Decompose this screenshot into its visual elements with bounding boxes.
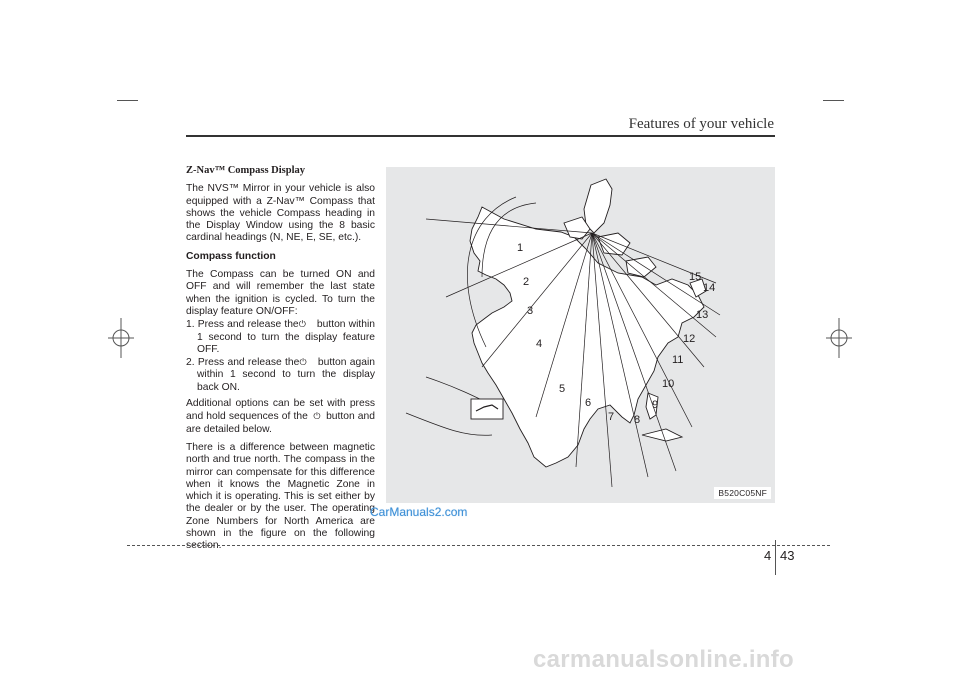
zone-5: 5 (559, 383, 566, 395)
zone-12: 12 (683, 333, 696, 345)
zone-3: 3 (527, 305, 534, 317)
zone-11: 11 (672, 354, 684, 366)
intro-paragraph: The NVS™ Mirror in your vehicle is also equipped with a Z-Nav™ Compass that shows the vehicle Compass heading in the Display Window using the 8 basic cardinal headings (N, NE, E, SE, etc.). (186, 183, 375, 244)
footer-dashed-rule (127, 545, 830, 546)
steps-list (186, 318, 375, 394)
zone-8: 8 (634, 414, 641, 426)
function-paragraph: The Compass can be turned ON and OFF and will remember the last state when the ignition is cycled. To turn the display feature ON/OFF: (186, 269, 375, 317)
zone-4: 4 (536, 338, 543, 350)
figure-code: B520C05NF (714, 487, 771, 499)
zone-10: 10 (662, 378, 675, 390)
step-1: 1. Press and release the ⏻ button within 1 second to turn the display feature OFF. (186, 319, 375, 355)
header-rule (186, 135, 775, 137)
zone-2: 2 (523, 276, 530, 288)
section-title: Z-Nav™ Compass Display (186, 165, 306, 176)
zone-9: 9 (652, 399, 659, 411)
zone-1: 1 (517, 242, 524, 254)
page-header-title: Features of your vehicle (628, 116, 774, 132)
watermark: CarManuals2.com (370, 505, 468, 519)
zone-14: 14 (703, 282, 716, 294)
zone-15: 15 (689, 271, 702, 283)
zone-13: 13 (696, 309, 709, 321)
hawaii-inset (471, 399, 503, 419)
compass-zone-map (386, 167, 775, 503)
subsection-title: Compass function (186, 250, 276, 262)
page-number-separator (775, 540, 776, 575)
page-number: 43 (780, 548, 795, 563)
difference-paragraph: There is a difference between magnetic north and true north. The compass in the mirror can compensate for this difference when it knows the Magnetic Zone in which it is operating. This is set either by the dealer or by the user. The operating Zone Numbers for North America are shown in the figure on the following section. (186, 441, 375, 552)
chapter-number: 4 (764, 548, 772, 563)
registration-mark-left (108, 318, 134, 358)
power-button-icon: ⏻ (313, 411, 321, 422)
additional-paragraph: Additional options can be set with press and hold sequences of the ⏻ button and are detailed below. (186, 398, 375, 435)
power-button-icon: ⏻ (299, 357, 307, 368)
zone-6: 6 (585, 397, 592, 409)
crop-mark-top-left (117, 100, 138, 101)
site-watermark: carmanualsonline.info (533, 646, 795, 673)
registration-mark-right (826, 318, 852, 358)
zone-7: 7 (608, 411, 615, 423)
step-2: 2. Press and release the ⏻ button again within 1 second to turn the display back ON. (186, 357, 375, 393)
power-button-icon: ⏻ (298, 319, 306, 330)
body-text-column (186, 165, 375, 559)
crop-mark-top-right (823, 100, 844, 101)
north-america-map-graphic (386, 167, 775, 503)
